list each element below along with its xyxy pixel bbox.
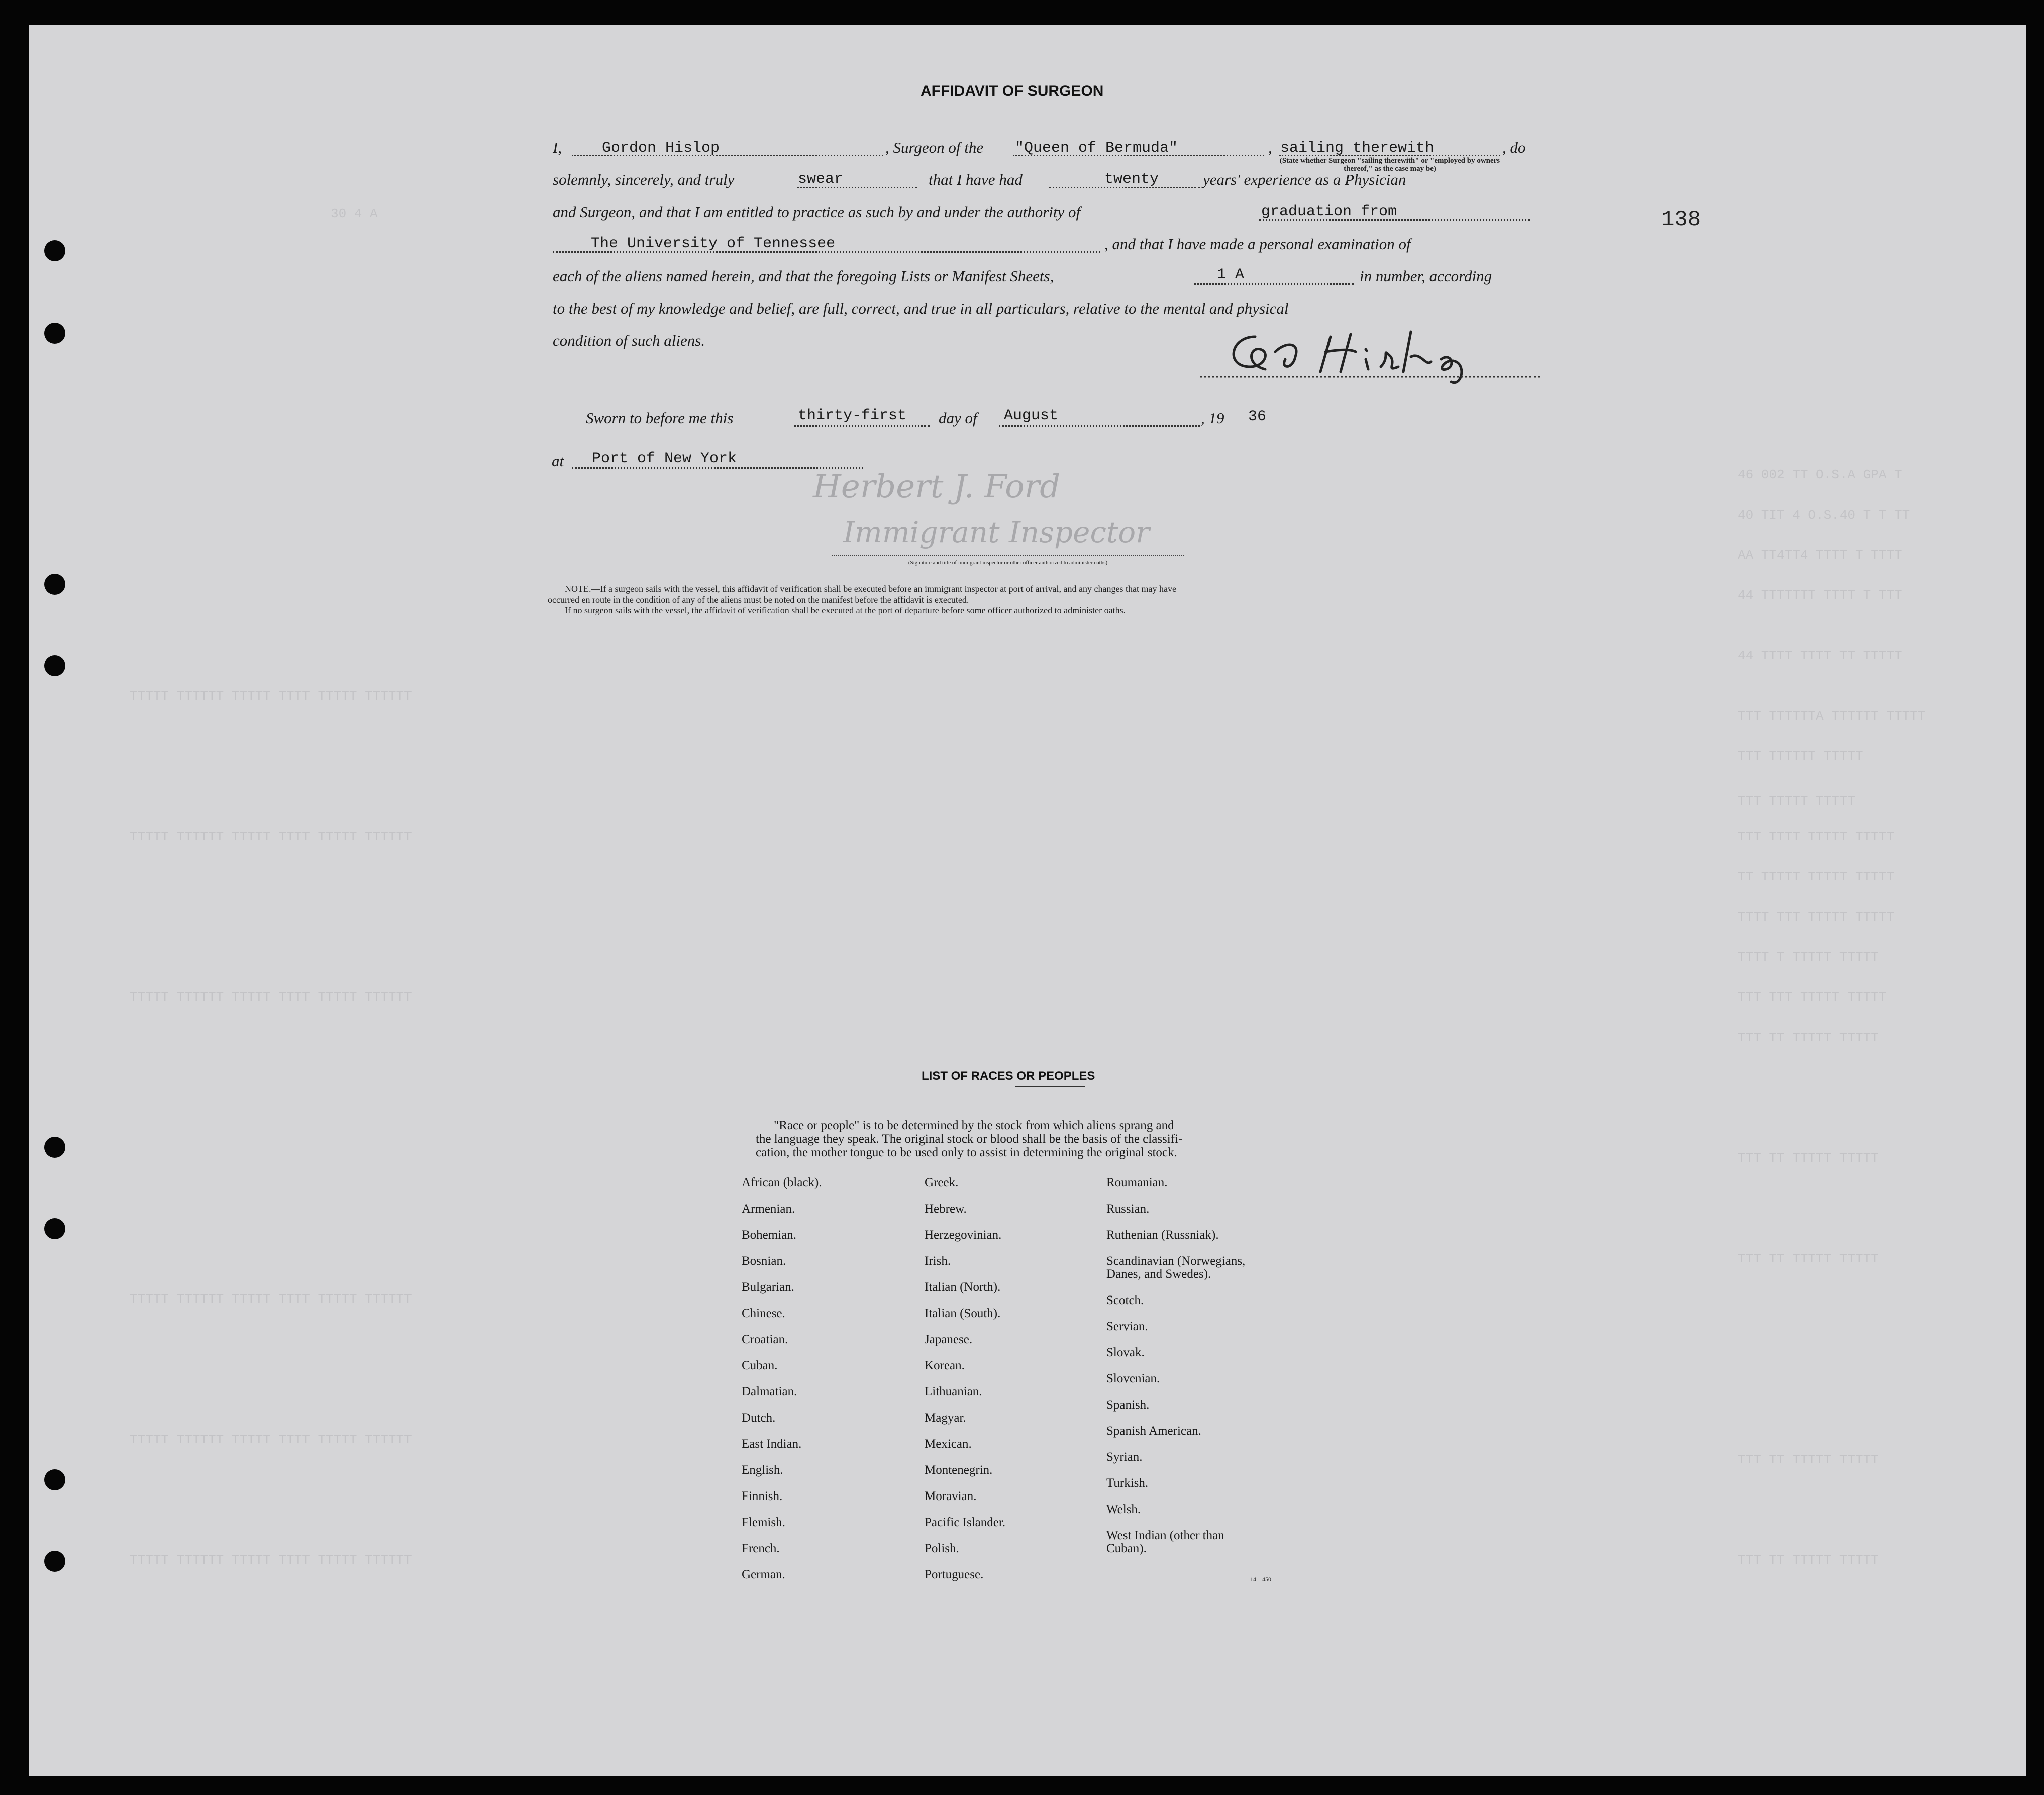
race-item: Danes, and Swedes). — [1106, 1267, 1211, 1281]
race-item: Bosnian. — [742, 1254, 786, 1268]
race-item: Armenian. — [742, 1202, 795, 1216]
race-item: East Indian. — [742, 1437, 802, 1451]
race-item: Turkish. — [1106, 1476, 1149, 1490]
races-intro-line3: cation, the mother tongue to be used only to assist in determining the original stock. — [756, 1146, 1177, 1159]
binder-hole — [44, 574, 65, 595]
underline — [832, 555, 1184, 556]
label-i: I, — [553, 139, 562, 156]
note-line2: occurred en route in the condition of any of the aliens must be noted on the manifest before the affidavit is executed. — [548, 594, 969, 605]
race-item: Chinese. — [742, 1307, 785, 1320]
race-item: Dalmatian. — [742, 1385, 797, 1399]
race-item: African (black). — [742, 1176, 822, 1189]
sworn-month: August — [1004, 407, 1059, 424]
page-number: 138 — [1661, 207, 1701, 232]
races-title-rule — [1015, 1086, 1085, 1087]
race-item: Montenegrin. — [925, 1463, 993, 1477]
surgeon-name: Gordon Hislop — [602, 140, 720, 157]
binder-hole — [44, 1469, 65, 1490]
officer-caption: (Signature and title of immigrant inspector or other officer authorized to administer oaths) — [908, 560, 1108, 566]
race-item: Ruthenian (Russniak). — [1106, 1228, 1219, 1242]
label-solemnly: solemnly, sincerely, and truly — [553, 171, 735, 188]
race-item: Hebrew. — [925, 1202, 967, 1216]
place: Port of New York — [592, 450, 737, 467]
inspector-signature: Herbert J. Ford — [813, 468, 1061, 506]
race-item: Italian (North). — [925, 1280, 1001, 1294]
authority-line1: graduation from — [1261, 203, 1397, 220]
race-item: Mexican. — [925, 1437, 972, 1451]
vessel-name: "Queen of Bermuda" — [1015, 140, 1178, 157]
label-do: , do — [1502, 139, 1526, 156]
label-had: that I have had — [929, 171, 1023, 188]
oath-type: swear — [798, 171, 844, 188]
race-item: Russian. — [1106, 1202, 1150, 1216]
race-item: Roumanian. — [1106, 1176, 1168, 1189]
race-item: Cuban. — [742, 1359, 778, 1372]
race-item: Portuguese. — [925, 1568, 984, 1581]
binder-hole — [44, 240, 65, 261]
form-code: 14—450 — [1250, 1576, 1271, 1583]
race-item: Italian (South). — [925, 1307, 1001, 1320]
sworn-day: thirty-first — [798, 407, 907, 424]
binder-hole — [44, 1218, 65, 1239]
race-item: Magyar. — [925, 1411, 966, 1425]
label-at: at — [552, 452, 564, 470]
race-item: Syrian. — [1106, 1450, 1143, 1464]
race-item: Korean. — [925, 1359, 965, 1372]
race-item: Greek. — [925, 1176, 959, 1189]
race-item: Japanese. — [925, 1333, 973, 1346]
race-item: Spanish. — [1106, 1398, 1150, 1412]
label-surgeon-of: , Surgeon of the — [885, 139, 984, 156]
label-in-number: in number, according — [1360, 267, 1492, 285]
race-item: Slovak. — [1106, 1346, 1145, 1359]
label-condition: condition of such aliens. — [553, 332, 705, 349]
race-item: Croatian. — [742, 1333, 788, 1346]
races-intro-line2: the language they speak. The original stock or blood shall be the basis of the classifi- — [756, 1132, 1183, 1146]
comma: , — [1268, 139, 1272, 156]
races-intro-line1: "Race or people" is to be determined by the stock from which aliens sprang and — [774, 1119, 1174, 1132]
authority-line2: The University of Tennessee — [591, 235, 836, 252]
race-item: Slovenian. — [1106, 1372, 1160, 1385]
race-item: Spanish American. — [1106, 1424, 1201, 1438]
label-day-of: day of — [939, 409, 977, 427]
race-item: Welsh. — [1106, 1503, 1141, 1516]
race-item: Scotch. — [1106, 1293, 1144, 1307]
sailing-status: sailing therewith — [1280, 140, 1435, 157]
sailing-note: (State whether Surgeon "sailing therewith" or "employed by owners thereof," as the case may be) — [1279, 157, 1500, 173]
race-item: Pacific Islander. — [925, 1516, 1006, 1529]
label-year: , 19 — [1201, 409, 1224, 427]
race-item: French. — [742, 1542, 780, 1555]
race-item: Moravian. — [925, 1489, 977, 1503]
race-item: Bulgarian. — [742, 1280, 794, 1294]
race-item: Cuban). — [1106, 1542, 1147, 1555]
label-each-alien: each of the aliens named herein, and that the foregoing Lists or Manifest Sheets, — [553, 267, 1054, 285]
underline — [999, 425, 1200, 427]
label-sworn: Sworn to before me this — [586, 409, 734, 427]
underline — [794, 425, 930, 427]
race-item: German. — [742, 1568, 785, 1581]
race-item: Flemish. — [742, 1516, 785, 1529]
binder-hole — [44, 1551, 65, 1572]
race-item: Scandinavian (Norwegians, — [1106, 1254, 1246, 1268]
label-and-surgeon: and Surgeon, and that I am entitled to practice as such by and under the authority of — [553, 203, 1081, 221]
label-best-knowledge: to the best of my knowledge and belief, are full, correct, and true in all particulars, relative to the mental and physical — [553, 300, 1289, 317]
sworn-year: 36 — [1248, 408, 1267, 425]
races-title: LIST OF RACES OR PEOPLES — [922, 1069, 1095, 1083]
underline — [1194, 283, 1354, 285]
race-item: Bohemian. — [742, 1228, 797, 1242]
race-item: Finnish. — [742, 1489, 783, 1503]
note-line3: If no surgeon sails with the vessel, the affidavit of verification shall be executed at the port of departure before some officer authorized to administer oaths. — [565, 605, 1126, 615]
affidavit-title: AFFIDAVIT OF SURGEON — [921, 83, 1104, 99]
years-count: twenty — [1104, 171, 1159, 188]
race-item: Irish. — [925, 1254, 951, 1268]
race-item: Dutch. — [742, 1411, 776, 1425]
inspector-title: Immigrant Inspector — [843, 515, 1150, 549]
race-item: English. — [742, 1463, 783, 1477]
sheet-count: 1 A — [1217, 266, 1245, 283]
document-page: 30 4 A 46 002 TT O.S.A GPA T 40 TIT 4 O.S.40 T T TT AA TT4TT4 TTTT T TTTT 44 TTTTTTT TTTT T TTT 44 TTTT TTTT TT TTTTT TTT TTTTTTA TTTTTT TTTTT TTT TTTTTT TTTTT TTT TTTTT TTTTT TTT TTTT TTTTT TTTTT TT TTTTT TTTTT TTTTT TTTT TTT TTTTT TTTTT TTTT T TTTTT TTTTT TTT TTT TTTTT TTTTT TTT TT TTTTT TTTTT TTT TT TTTTT TTTTT TTT TT TTTTT TTTTT TTT TT TTTTT TTTTT TTT TT TTTTT TTTTT TTTTT TTTTTT TTTTT TTTT TTTTT TTTTTT TTTTT TTTTTT TTTTT TTTT TTTTT TTTTTT TTTTT TTTTTT TTTTT TTTT TTTTT TTTTTT TTTTT TTTTTT TTTTT TTTT TTTTT TTTTTT TTTTT TTTTTT TTTTT TTTT TTTTT TTTTTT TTTTT TTTTTT TTTTT TTTT TTTTT TTTTTT 138 AFFIDAVIT OF SURGEON I, Gordon Hislop , Surgeon of the "Queen of Bermuda" , sailing therewith , do (State whether Surgeon "sailing therewith" or "employed by owners thereof," as the case may be) solemnly, sincerely, and truly swear that I have had twenty years' experience as a Physician and Surgeon, and that I am entitled to practice as such by and under the authority of graduation from The University of Tennessee , and that I have made a personal examination of each of the aliens named herein, and that the foregoing Lists or Manifest Sheets, 1 A in number, according to the best of my knowledge and belief, are full, correct, and true in all particulars, relative to the mental and physical condition of such aliens. Sworn to before me this thirty-first day of August , 19 36 at Port of New York Herbert J. Ford Immigrant Inspector (Signature and title of immigrant inspector or other officer authorized to administer oaths) NOTE.—If a surgeon sails with the vessel, this affidavit of verification shall be executed before an immigrant inspector at port of arrival, and any changes that may have occurred en route in the condition of any of the aliens must be noted on the manifest before the affidavit is executed. If no surgeon sails with the vessel, the affidavit of verification shall be executed at the port of departure before some officer authorized to administer oaths. LIST OF RACES OR PEOPLES "Race or people" is to be determined by the stock from which aliens sprang and the language they speak. The original stock or blood shall be the basis of the classifi- cation, the mother tongue to be used only to assist in determining the original stock. African (black). Armenian. Bohemian. Bosnian. Bulgarian. Chinese. Croatian. Cuban. Dalmatian. Dutch. East Indian. English. Finnish. Flemish. French. German. Greek. Hebrew. Herzegovinian. Irish. Italian (North). Italian (South). Japanese. Korean. Lithuanian. Magyar. Mexican. Montenegrin. Moravian. Pacific Islander. Polish. Portuguese. Roumanian. Russian. Ruthenian (Russniak). Scandinavian (Norwegians, Danes, and Swedes). Scotch. Servian. Slovak. Slovenian. Spanish. Spanish American. Syrian. Turkish. Welsh. West Indian (other than Cuban). 14—450 — [29, 25, 2026, 1776]
binder-hole — [44, 655, 65, 676]
note-line1: NOTE.—If a surgeon sails with the vessel, this affidavit of verification shall be executed before an immigrant inspector at port of arrival, and any changes that may have — [565, 584, 1176, 594]
binder-hole — [44, 1137, 65, 1158]
race-item: West Indian (other than — [1106, 1529, 1224, 1542]
race-item: Lithuanian. — [925, 1385, 982, 1399]
signature-image — [1200, 322, 1542, 387]
race-item: Servian. — [1106, 1320, 1148, 1333]
binder-hole — [44, 323, 65, 344]
label-years: years' experience as a Physician — [1203, 171, 1406, 188]
label-personal-exam: , and that I have made a personal examination of — [1104, 235, 1411, 253]
race-item: Herzegovinian. — [925, 1228, 1002, 1242]
race-item: Polish. — [925, 1542, 959, 1555]
